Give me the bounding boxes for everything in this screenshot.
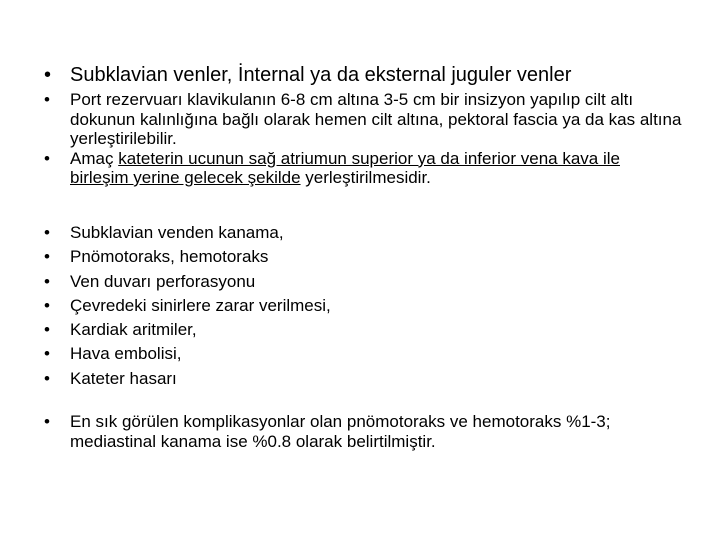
list-item [0, 245, 680, 269]
bullet-icon: • [44, 223, 50, 242]
bullet-icon: • [44, 368, 50, 388]
list-item [0, 270, 680, 294]
bullet-icon: • [44, 64, 52, 86]
bullet-icon: • [44, 412, 50, 431]
port-placement-text: Port rezervuarı klavikulanın 6-8 cm altına 3-5 cm bir insizyon yapılıp cilt altı dokunun kalınlığına bağlı olarak hemen cilt altına, pektoral fascia ya da kas altına yerleştirilebilir. [70, 90, 682, 148]
aim-text-suffix: yerleştirilmesidir. [300, 168, 431, 187]
bullet-item [0, 62, 710, 88]
list-item [0, 318, 680, 342]
complication-text: Pnömotoraks, hemotoraks [70, 247, 269, 267]
list-item [0, 221, 680, 245]
list-item [0, 367, 680, 391]
bullet-item [0, 149, 682, 188]
bullet-icon: • [44, 247, 50, 267]
list-item [0, 342, 680, 366]
complication-text: Hava embolisi, [70, 344, 182, 364]
port-description-block [0, 90, 720, 188]
summary-block [0, 412, 720, 451]
title-bullet-block [0, 62, 720, 88]
bullet-icon: • [44, 271, 50, 291]
complication-text: Kardiak aritmiler, [70, 320, 197, 340]
list-item [0, 294, 680, 318]
aim-text-underlined: kateterin ucunun sağ atriumun superior ya da inferior vena kava ile birleşim yerine gelecek şekilde [70, 148, 620, 187]
bullet-icon: • [44, 295, 50, 315]
bullet-icon: • [44, 320, 50, 340]
bullet-item [0, 90, 682, 149]
complication-text: Kateter hasarı [70, 368, 177, 388]
bullet-icon: • [44, 344, 50, 364]
bullet-icon: • [44, 90, 50, 109]
aim-text-prefix: Amaç [70, 148, 119, 168]
title-text: Subklavian venler, İnternal ya da eksternal juguler venler [70, 64, 572, 86]
complications-list [0, 221, 720, 391]
complication-text: Ven duvarı perforasyonu [70, 271, 256, 291]
bullet-icon: • [44, 148, 50, 168]
complication-text: Çevredeki sinirlere zarar verilmesi, [70, 295, 331, 315]
summary-text: En sık görülen komplikasyonlar olan pnömotoraks ve hemotoraks %1-3; mediastinal kanama ise %0.8 olarak belirtilmiştir. [70, 412, 611, 451]
bullet-item [0, 412, 682, 451]
complication-text: Subklavian venden kanama, [70, 223, 284, 242]
